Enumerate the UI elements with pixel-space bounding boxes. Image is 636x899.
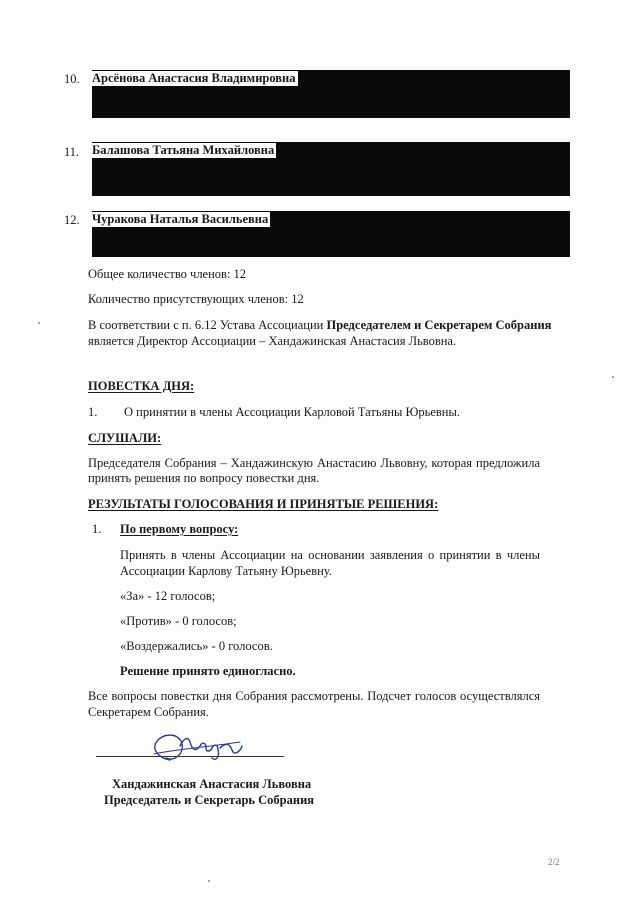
signatory-title: Председатель и Секретарь Собрания <box>104 793 315 807</box>
page-number: 2/2 <box>548 857 560 867</box>
decision-line1: Принять в члены Ассоциации на основании заявления о принятии в члены <box>120 548 540 562</box>
scan-speck <box>208 880 210 882</box>
member-number: 10. <box>64 72 80 86</box>
closing-line1: Все вопросы повестки дня Собрания рассмотрены. Подсчет голосов осуществлялся <box>88 689 540 703</box>
question-number: 1. <box>92 522 102 536</box>
chairman-statement <box>88 318 551 333</box>
member-number: 12. <box>64 213 80 227</box>
heard-line1: Председателя Собрания – Хандажинскую Анастасию Львовну, которая предложила <box>88 456 540 470</box>
chairman-statement-prefix: В соответствии с п. 6.12 Устава Ассоциации <box>88 318 327 332</box>
agenda-item-text: О принятии в члены Ассоциации Карловой Татьяны Юрьевны. <box>124 405 460 419</box>
decision-line2: Ассоциации Карлову Татьяну Юрьевну. <box>120 564 332 578</box>
agenda-item-number: 1. <box>88 405 98 419</box>
member-name: Балашова Татьяна Михайловна <box>92 143 275 157</box>
member-name: Арсёнова Анастасия Владимировна <box>92 71 296 85</box>
votes-against: «Против» - 0 голосов; <box>120 614 237 628</box>
present-members: Количество присутствующих членов: 12 <box>88 292 304 306</box>
member-name: Чуракова Наталья Васильевна <box>92 212 269 226</box>
chairman-statement-bold: Председателем и Секретарем Собрания <box>326 318 552 332</box>
total-members: Общее количество членов: 12 <box>88 267 247 281</box>
question-title: По первому вопросу: <box>120 522 239 536</box>
heard-line2: принять решения по вопросу повестки дня. <box>88 471 320 485</box>
heard-heading: СЛУШАЛИ: <box>88 431 162 445</box>
scan-speck <box>612 376 614 378</box>
results-heading: РЕЗУЛЬТАТЫ ГОЛОСОВАНИЯ И ПРИНЯТЫЕ РЕШЕНИЯ: <box>88 497 439 511</box>
handwritten-signature <box>140 728 260 770</box>
scan-speck <box>38 322 40 324</box>
votes-abstain: «Воздержались» - 0 голосов. <box>120 639 273 653</box>
agenda-heading: ПОВЕСТКА ДНЯ: <box>88 379 195 393</box>
signatory-name: Хандажинская Анастасия Львовна <box>112 777 312 791</box>
unanimous-decision: Решение принято единогласно. <box>120 664 296 678</box>
member-number: 11. <box>64 145 80 159</box>
closing-line2: Секретарем Собрания. <box>88 705 209 719</box>
votes-for: «За» - 12 голосов; <box>120 589 216 603</box>
chairman-statement-line2: является Директор Ассоциации – Хандажинская Анастасия Львовна. <box>88 334 457 348</box>
